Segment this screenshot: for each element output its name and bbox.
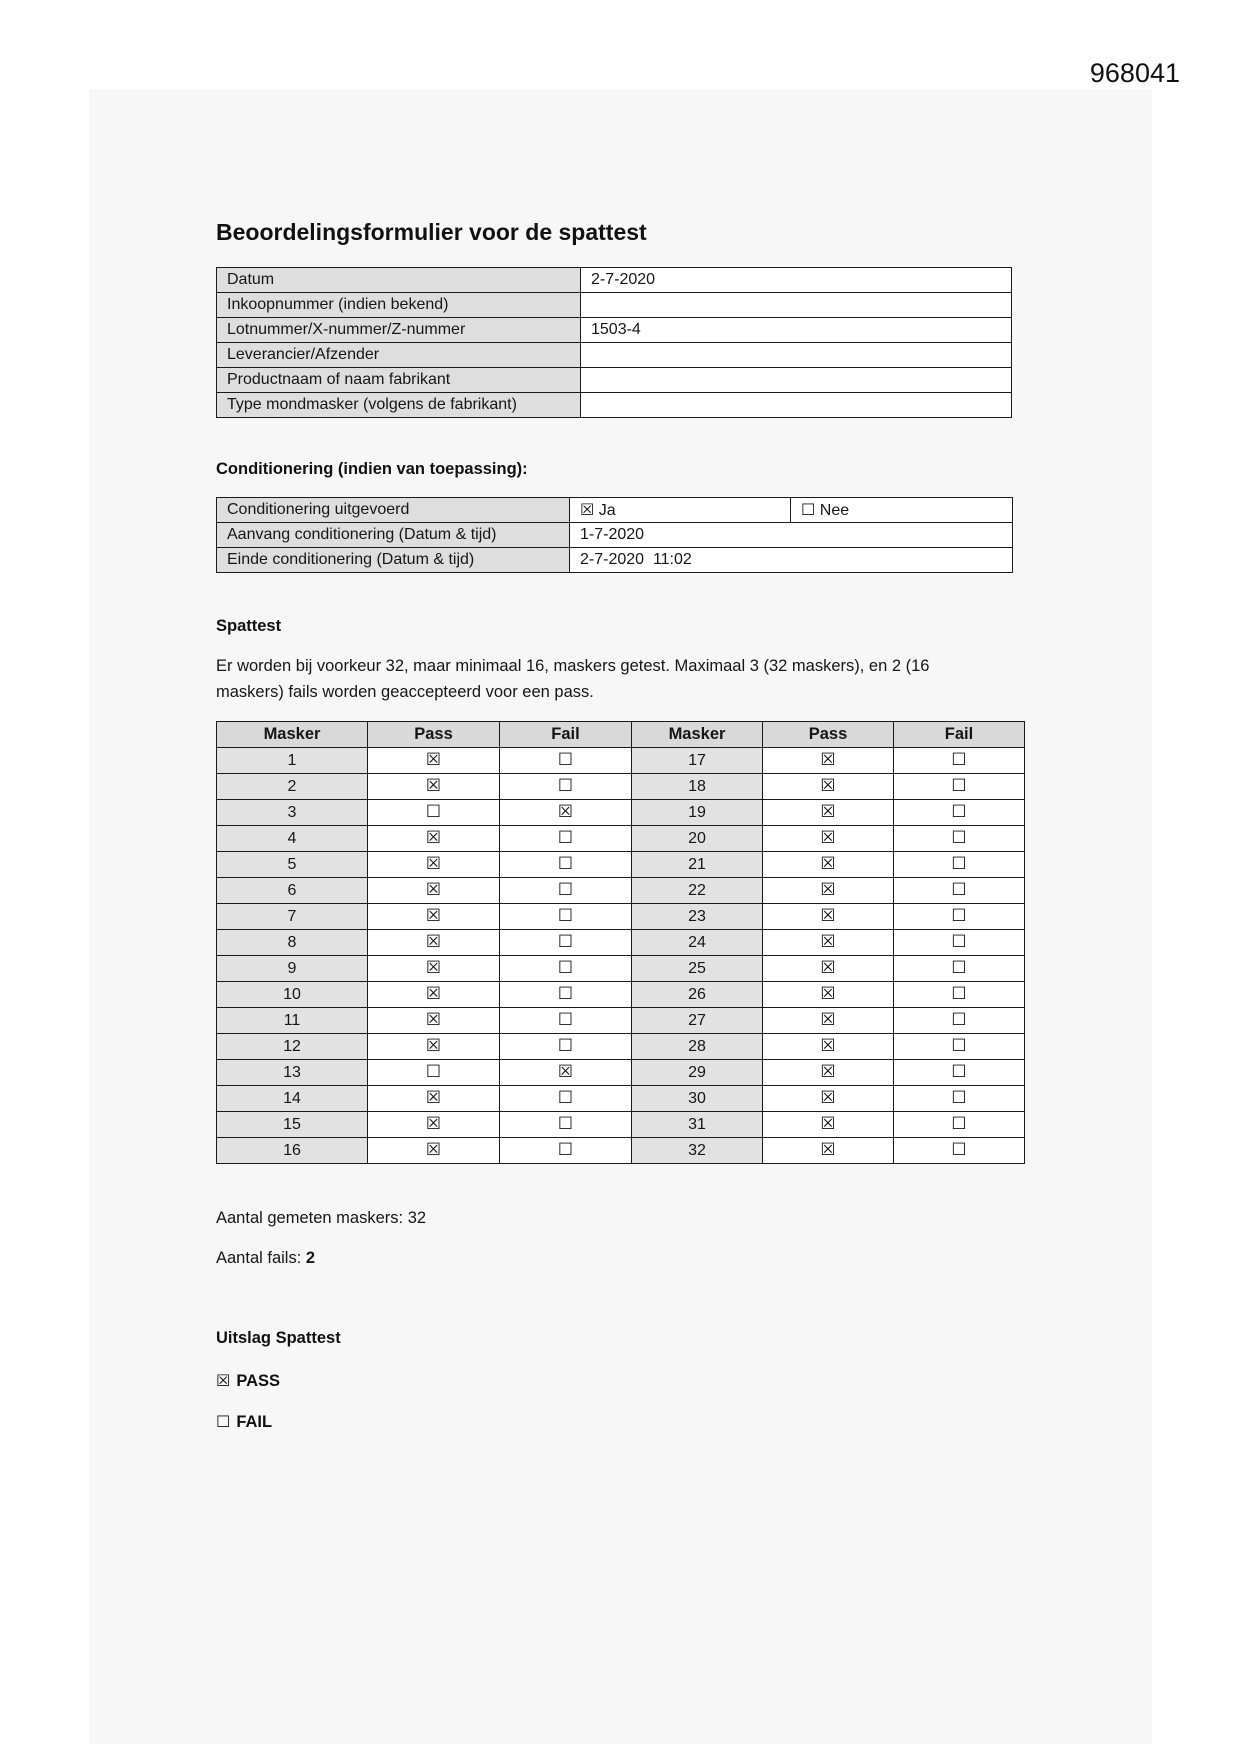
unchecked-box-icon: ☐: [557, 879, 574, 900]
pass-cell: [763, 930, 894, 956]
unchecked-box-icon: ☐: [951, 1061, 967, 1082]
pass-cell: [368, 878, 500, 904]
info-row-inkoopnummer: [217, 293, 1012, 318]
checked-box-icon: ☒: [425, 1087, 442, 1108]
fail-cell: [894, 748, 1025, 774]
pass-cell: [368, 826, 500, 852]
pass-cell: [763, 904, 894, 930]
masker-number: 9: [217, 956, 368, 982]
unchecked-box-icon: ☐: [557, 853, 574, 874]
conditioning-end-label: Einde conditionering (Datum & tijd): [217, 548, 570, 573]
pass-cell: [763, 852, 894, 878]
checked-box-icon: ☒: [820, 853, 836, 874]
mask-row: [217, 1034, 1025, 1060]
mask-row: [217, 852, 1025, 878]
fail-cell: [894, 982, 1025, 1008]
unchecked-box-icon: ☐: [557, 775, 574, 796]
column-header-masker: Masker: [632, 722, 763, 748]
pass-cell: [763, 1086, 894, 1112]
info-label: Datum: [217, 268, 581, 293]
masker-number: 15: [217, 1112, 368, 1138]
unchecked-box-icon: ☐: [951, 931, 967, 952]
fail-cell: [894, 800, 1025, 826]
mask-row: [217, 826, 1025, 852]
checked-box-icon: ☒: [425, 1113, 442, 1134]
conditioning-performed-label: Conditionering uitgevoerd: [217, 498, 570, 523]
info-label: Productnaam of naam fabrikant: [217, 368, 581, 393]
checked-box-icon: ☒: [820, 931, 836, 952]
masker-number: 6: [217, 878, 368, 904]
fail-cell: [894, 1086, 1025, 1112]
conditioning-option-nee: [791, 498, 1013, 523]
fail-cell: [894, 930, 1025, 956]
fail-cell: [894, 878, 1025, 904]
checked-box-icon: ☒: [820, 879, 836, 900]
fail-cell: [894, 1034, 1025, 1060]
unchecked-box-icon: ☐: [557, 749, 574, 770]
checked-box-icon: ☒: [557, 801, 574, 822]
info-row-lotnummer: [217, 318, 1012, 343]
pass-cell: [368, 1008, 500, 1034]
unchecked-box-icon: ☐: [557, 931, 574, 952]
fail-cell: [500, 1138, 632, 1164]
pass-cell: [763, 1138, 894, 1164]
info-value: [581, 293, 1012, 318]
checked-box-icon: ☒: [820, 775, 836, 796]
checked-box-icon: ☒: [820, 1009, 836, 1030]
pass-cell: [368, 982, 500, 1008]
pass-cell: [763, 1008, 894, 1034]
pass-cell: [763, 1060, 894, 1086]
fail-cell: [500, 852, 632, 878]
checked-box-icon: ☒: [425, 749, 442, 770]
conditioning-start-value: 1-7-2020: [570, 523, 1013, 548]
conditioning-table: [216, 497, 1013, 573]
info-value: 1503-4: [581, 318, 1012, 343]
conditioning-start-label: Aanvang conditionering (Datum & tijd): [217, 523, 570, 548]
masker-number: 26: [632, 982, 763, 1008]
unchecked-box-icon: ☐: [951, 801, 967, 822]
fail-cell: [894, 1138, 1025, 1164]
fail-cell: [894, 1112, 1025, 1138]
masker-number: 30: [632, 1086, 763, 1112]
masker-number: 17: [632, 748, 763, 774]
unchecked-box-icon: ☐: [557, 1087, 574, 1108]
info-label: Type mondmasker (volgens de fabrikant): [217, 393, 581, 418]
masker-number: 20: [632, 826, 763, 852]
option-label: Nee: [819, 502, 850, 519]
checked-box-icon: ☒: [425, 827, 442, 848]
fail-cell: [894, 956, 1025, 982]
unchecked-box-icon: ☐: [951, 1113, 967, 1134]
mask-table-header: [217, 722, 1025, 748]
outcome-option-label: FAIL: [236, 1413, 273, 1431]
masker-number: 4: [217, 826, 368, 852]
masker-number: 10: [217, 982, 368, 1008]
conditioning-end-value: 2-7-2020 11:02: [570, 548, 1013, 573]
pass-cell: [368, 1086, 500, 1112]
checked-box-icon: ☒: [820, 1139, 836, 1160]
checked-box-icon: ☒: [820, 749, 836, 770]
masker-number: 21: [632, 852, 763, 878]
masker-number: 18: [632, 774, 763, 800]
checked-box-icon: ☒: [425, 983, 442, 1004]
info-value: [581, 393, 1012, 418]
info-label: Inkoopnummer (indien bekend): [217, 293, 581, 318]
fail-cell: [500, 1086, 632, 1112]
pass-cell: [368, 852, 500, 878]
mask-row: [217, 982, 1025, 1008]
unchecked-box-icon: ☐: [557, 905, 574, 926]
unchecked-box-icon: ☐: [951, 853, 967, 874]
masker-number: 28: [632, 1034, 763, 1060]
fails-count-line: [216, 1249, 315, 1268]
outcome-option-pass: [216, 1371, 280, 1391]
fail-cell: [500, 826, 632, 852]
fail-cell: [500, 774, 632, 800]
measured-masks-line: [216, 1209, 426, 1228]
mask-row: [217, 1138, 1025, 1164]
unchecked-box-icon: ☐: [801, 500, 816, 519]
conditioning-end-row: [217, 548, 1013, 573]
pass-cell: [368, 904, 500, 930]
fail-cell: [894, 826, 1025, 852]
conditioning-start-row: [217, 523, 1013, 548]
unchecked-box-icon: ☐: [951, 905, 967, 926]
unchecked-box-icon: ☐: [951, 1139, 967, 1160]
info-row-productnaam: [217, 368, 1012, 393]
document-number: 968041: [1089, 58, 1180, 88]
fail-cell: [500, 930, 632, 956]
spattest-heading: Spattest: [216, 617, 282, 635]
pass-cell: [763, 878, 894, 904]
unchecked-box-icon: ☐: [951, 1009, 967, 1030]
masker-number: 16: [217, 1138, 368, 1164]
unchecked-box-icon: ☐: [557, 1009, 574, 1030]
checked-box-icon: ☒: [820, 957, 836, 978]
mask-row: [217, 1112, 1025, 1138]
masker-number: 1: [217, 748, 368, 774]
unchecked-box-icon: ☐: [425, 801, 442, 822]
unchecked-box-icon: ☐: [951, 775, 967, 796]
fail-cell: [500, 956, 632, 982]
unchecked-box-icon: ☐: [951, 879, 967, 900]
masker-number: 23: [632, 904, 763, 930]
unchecked-box-icon: ☐: [557, 1113, 574, 1134]
mask-row: [217, 1008, 1025, 1034]
mask-results-table: [216, 721, 1025, 1164]
unchecked-box-icon: ☐: [951, 827, 967, 848]
pass-cell: [763, 956, 894, 982]
checked-box-icon: ☒: [557, 1061, 574, 1082]
pass-cell: [368, 956, 500, 982]
masker-number: 8: [217, 930, 368, 956]
fail-cell: [500, 1060, 632, 1086]
pass-cell: [763, 826, 894, 852]
info-row-datum: [217, 268, 1012, 293]
checked-box-icon: ☒: [425, 931, 442, 952]
fails-count-value: 2: [305, 1249, 316, 1267]
fail-cell: [894, 904, 1025, 930]
fail-cell: [500, 982, 632, 1008]
mask-row: [217, 774, 1025, 800]
unchecked-box-icon: ☐: [951, 957, 967, 978]
masker-number: 27: [632, 1008, 763, 1034]
outcome-heading: Uitslag Spattest: [216, 1329, 341, 1347]
checked-box-icon: ☒: [820, 983, 836, 1004]
checked-box-icon: ☒: [425, 1139, 442, 1160]
unchecked-box-icon: ☐: [951, 983, 967, 1004]
masker-number: 19: [632, 800, 763, 826]
mask-row: [217, 1060, 1025, 1086]
info-row-leverancier: [217, 343, 1012, 368]
pass-cell: [368, 774, 500, 800]
unchecked-box-icon: ☐: [557, 1139, 574, 1160]
masker-number: 24: [632, 930, 763, 956]
form-title: Beoordelingsformulier voor de spattest: [216, 219, 647, 245]
info-value: 2-7-2020: [581, 268, 1012, 293]
checked-box-icon: ☒: [820, 905, 836, 926]
product-info-table: [216, 267, 1012, 418]
checked-box-icon: ☒: [425, 775, 442, 796]
mask-row: [217, 930, 1025, 956]
conditioning-performed-row: [217, 498, 1013, 523]
conditioning-option-ja: [570, 498, 791, 523]
info-label: Lotnummer/X-nummer/Z-nummer: [217, 318, 581, 343]
checked-box-icon: ☒: [820, 1087, 836, 1108]
fail-cell: [500, 748, 632, 774]
checked-box-icon: ☒: [820, 1113, 836, 1134]
fail-cell: [894, 1008, 1025, 1034]
conditioning-heading: Conditionering (indien van toepassing):: [216, 460, 528, 478]
unchecked-box-icon: ☐: [557, 957, 574, 978]
info-label: Leverancier/Afzender: [217, 343, 581, 368]
outcome-option-fail: [216, 1412, 272, 1432]
mask-row: [217, 878, 1025, 904]
masker-number: 31: [632, 1112, 763, 1138]
pass-cell: [763, 748, 894, 774]
unchecked-box-icon: ☐: [557, 827, 574, 848]
masker-number: 3: [217, 800, 368, 826]
pass-cell: [368, 748, 500, 774]
unchecked-box-icon: ☐: [557, 983, 574, 1004]
masker-number: 25: [632, 956, 763, 982]
option-label: Ja: [598, 502, 616, 519]
column-header-masker: Masker: [217, 722, 368, 748]
spattest-description: Er worden bij voorkeur 32, maar minimaal 16, maskers getest. Maximaal 3 (32 maskers), en 2 (16 maskers) fails worden geaccepteerd voor een pass.: [216, 657, 930, 701]
unchecked-box-icon: ☐: [425, 1061, 442, 1082]
column-header-pass: Pass: [763, 722, 894, 748]
info-value: [581, 368, 1012, 393]
checked-box-icon: ☒: [820, 801, 836, 822]
fail-cell: [894, 774, 1025, 800]
fail-cell: [500, 878, 632, 904]
pass-cell: [368, 1060, 500, 1086]
unchecked-box-icon: ☐: [951, 1087, 967, 1108]
checked-box-icon: ☒: [216, 1371, 231, 1390]
outcome-option-label: PASS: [236, 1372, 281, 1390]
masker-number: 32: [632, 1138, 763, 1164]
column-header-fail: Fail: [894, 722, 1025, 748]
checked-box-icon: ☒: [820, 1061, 836, 1082]
masker-number: 11: [217, 1008, 368, 1034]
unchecked-box-icon: ☐: [557, 1035, 574, 1056]
masker-number: 2: [217, 774, 368, 800]
mask-row: [217, 1086, 1025, 1112]
pass-cell: [368, 1034, 500, 1060]
checked-box-icon: ☒: [425, 853, 442, 874]
masker-number: 14: [217, 1086, 368, 1112]
masker-number: 12: [217, 1034, 368, 1060]
measured-masks-label: Aantal gemeten maskers:: [216, 1209, 404, 1227]
pass-cell: [368, 1112, 500, 1138]
fails-count-label: Aantal fails:: [216, 1249, 302, 1267]
checked-box-icon: ☒: [820, 827, 836, 848]
fail-cell: [500, 1008, 632, 1034]
masker-number: 5: [217, 852, 368, 878]
mask-row: [217, 956, 1025, 982]
fail-cell: [894, 1060, 1025, 1086]
fail-cell: [500, 904, 632, 930]
fail-cell: [500, 800, 632, 826]
column-header-pass: Pass: [368, 722, 500, 748]
pass-cell: [368, 1138, 500, 1164]
unchecked-box-icon: ☐: [951, 1035, 967, 1056]
pass-cell: [763, 1112, 894, 1138]
mask-row: [217, 904, 1025, 930]
unchecked-box-icon: ☐: [216, 1412, 231, 1431]
pass-cell: [763, 800, 894, 826]
pass-cell: [763, 982, 894, 1008]
info-row-type-mondmasker: [217, 393, 1012, 418]
masker-number: 29: [632, 1060, 763, 1086]
pass-cell: [763, 774, 894, 800]
mask-table-body: [217, 748, 1025, 1164]
pass-cell: [368, 800, 500, 826]
checked-box-icon: ☒: [820, 1035, 836, 1056]
fail-cell: [500, 1034, 632, 1060]
masker-number: 7: [217, 904, 368, 930]
info-value: [581, 343, 1012, 368]
checked-box-icon: ☒: [425, 1035, 442, 1056]
measured-masks-value: 32: [407, 1209, 427, 1227]
mask-row: [217, 800, 1025, 826]
pass-cell: [763, 1034, 894, 1060]
masker-number: 22: [632, 878, 763, 904]
mask-row: [217, 748, 1025, 774]
column-header-fail: Fail: [500, 722, 632, 748]
checked-box-icon: ☒: [425, 957, 442, 978]
masker-number: 13: [217, 1060, 368, 1086]
checked-box-icon: ☒: [425, 905, 442, 926]
checked-box-icon: ☒: [580, 500, 595, 519]
fail-cell: [500, 1112, 632, 1138]
checked-box-icon: ☒: [425, 879, 442, 900]
checked-box-icon: ☒: [425, 1009, 442, 1030]
fail-cell: [894, 852, 1025, 878]
unchecked-box-icon: ☐: [951, 749, 967, 770]
pass-cell: [368, 930, 500, 956]
